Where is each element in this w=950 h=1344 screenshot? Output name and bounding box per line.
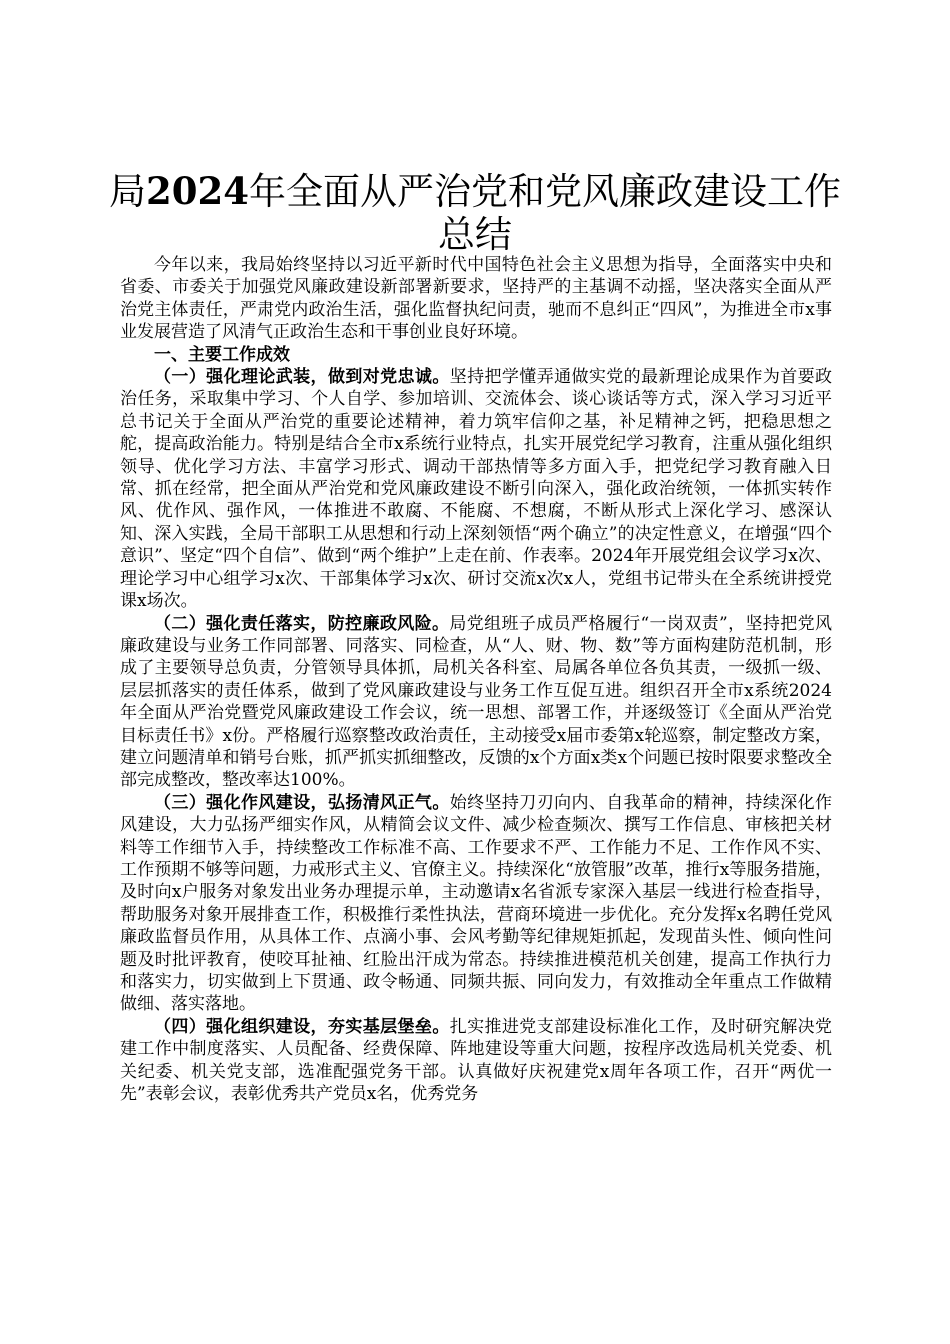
item-text-4: 扎实推进党支部建设标准化工作，及时研究解决党建工作中制度落实、人员配备、经费保障、阵地建设等重大问题，按程序改选局机关党委、机关纪委、机关党支部，选准配强党务干部。认真做好庆祝建党x周年各项工作，召开“两优一先”表彰会议，表彰优秀共产党员x名，优秀党务 (120, 1016, 833, 1105)
document-title-line-2: 总结 (438, 213, 512, 256)
intro-paragraph: 今年以来，我局始终坚持以习近平新时代中国特色社会主义思想为指导，全面落实中央和省委、市委关于加强党风廉政建设新部署新要求，坚持严的主基调不动摇，坚决落实全面从严治党主体责任，严肃党内政治生活，强化监督执纪问责，驰而不息纠正“四风”，为推进全市x事业发展营造了风清气正政治生态和干事创业良好环境。 (120, 255, 832, 343)
title-rest: 年全面从严治党和党风廉政建设工作 (248, 170, 841, 213)
item-lead-4: （四）强化组织建设，夯实基层堡垒。 (154, 1016, 450, 1037)
item-lead-1: （一）强化理论武装，做到对党忠诚。 (154, 367, 450, 388)
section-heading-1: 一、主要工作成效 (154, 344, 290, 365)
item-paragraph-2 (120, 613, 832, 792)
title-prefix: 局 (109, 170, 146, 213)
item-paragraph-4 (120, 1016, 832, 1106)
document-body (120, 254, 832, 1105)
item-text-2: 局党组班子成员严格履行“一岗双责”，坚持把党风廉政建设与业务工作同部署、同落实、同检查，从“人、财、物、数”等方面构建防范机制，形成了主要领导总负责，分管领导具体抓，局机关各科室、局属各单位各负其责，一级抓一级、层层抓落实的责任体系，做到了党风廉政建设与业务工作互促互进。组织召开全市x系统2024年全面从严治党暨党风廉政建设工作会议，统一思想、部署工作，并逐级签订《全面从严治党目标责任书》x份。严格履行巡察整改政治责任，主动接受x届市委第x轮巡察，制定整改方案，建立问题清单和销号台账，抓严抓实抓细整改，反馈的x个方面x类x个问题已按时限要求整改全部完成整改，整改率达100%。 (120, 613, 832, 791)
item-lead-3: （三）强化作风建设，弘扬清风正气。 (154, 792, 450, 813)
item-paragraph-3 (120, 792, 832, 1016)
item-text-1: 坚持把学懂弄通做实党的最新理论成果作为首要政治任务，采取集中学习、个人自学、参加培训、交流体会、谈心谈话等方式，深入学习习近平总书记关于全面从严治党的重要论述精神，着力筑牢信仰之基，补足精神之钙，把稳思想之舵，提高政治能力。特别是结合全市x系统行业特点，扎实开展党纪学习教育，注重从强化组织领导、优化学习方法、丰富学习形式、调动干部热情等多方面入手，把党纪学习教育融入日常、抓在经常，把全面从严治党和党风廉政建设不断引向深入，强化政治统领，一体抓实转作风、优作风、强作风，一体推进不敢腐、不能腐、不想腐，不断从形式上深化学习、感深认知、深入实践，全局干部职工从思想和行动上深刻领悟“两个确立”的决定性意义，在增强“四个意识”、坚定“四个自信”、做到“两个维护”上走在前、作表率。2024年开展党组会议学习x次、理论学习中心组学习x次、干部集体学习x次、研讨交流x次x人，党组书记带头在全系统讲授党课x场次。 (120, 367, 833, 612)
document-title-line-1 (100, 169, 850, 214)
item-text-3: 始终坚持刀刃向内、自我革命的精神，持续深化作风建设，大力弘扬严细实作风，从精简会议文件、减少检查频次、撰写工作信息、审核把关材料等工作细节入手，持续整改工作标准不高、工作要求不严、工作能力不足、工作作风不实、工作预期不够等问题，力戒形式主义、官僚主义。持续深化“放管服”改革，推行x等服务措施，及时向x户服务对象发出业务办理提示单，主动邀请x名省派专家深入基层一线进行检查指导，帮助服务对象开展排查工作，积极推行柔性执法，营商环境进一步优化。充分发挥x名聘任党风廉政监督员作用，从具体工作、点滴小事、会风考勤等纪律规矩抓起，发现苗头性、倾向性问题及时批评教育，使咬耳扯袖、红脸出汗成为常态。持续推进模范机关创建，提高工作执行力和落实力，切实做到上下贯通、政令畅通、同频共振、同向发力，有效推动全年重点工作做精做细、落实落地。 (120, 792, 833, 1015)
item-lead-2: （二）强化责任落实，防控廉政风险。 (154, 613, 450, 634)
item-paragraph-1 (120, 366, 832, 612)
title-year: 2024 (146, 169, 249, 213)
